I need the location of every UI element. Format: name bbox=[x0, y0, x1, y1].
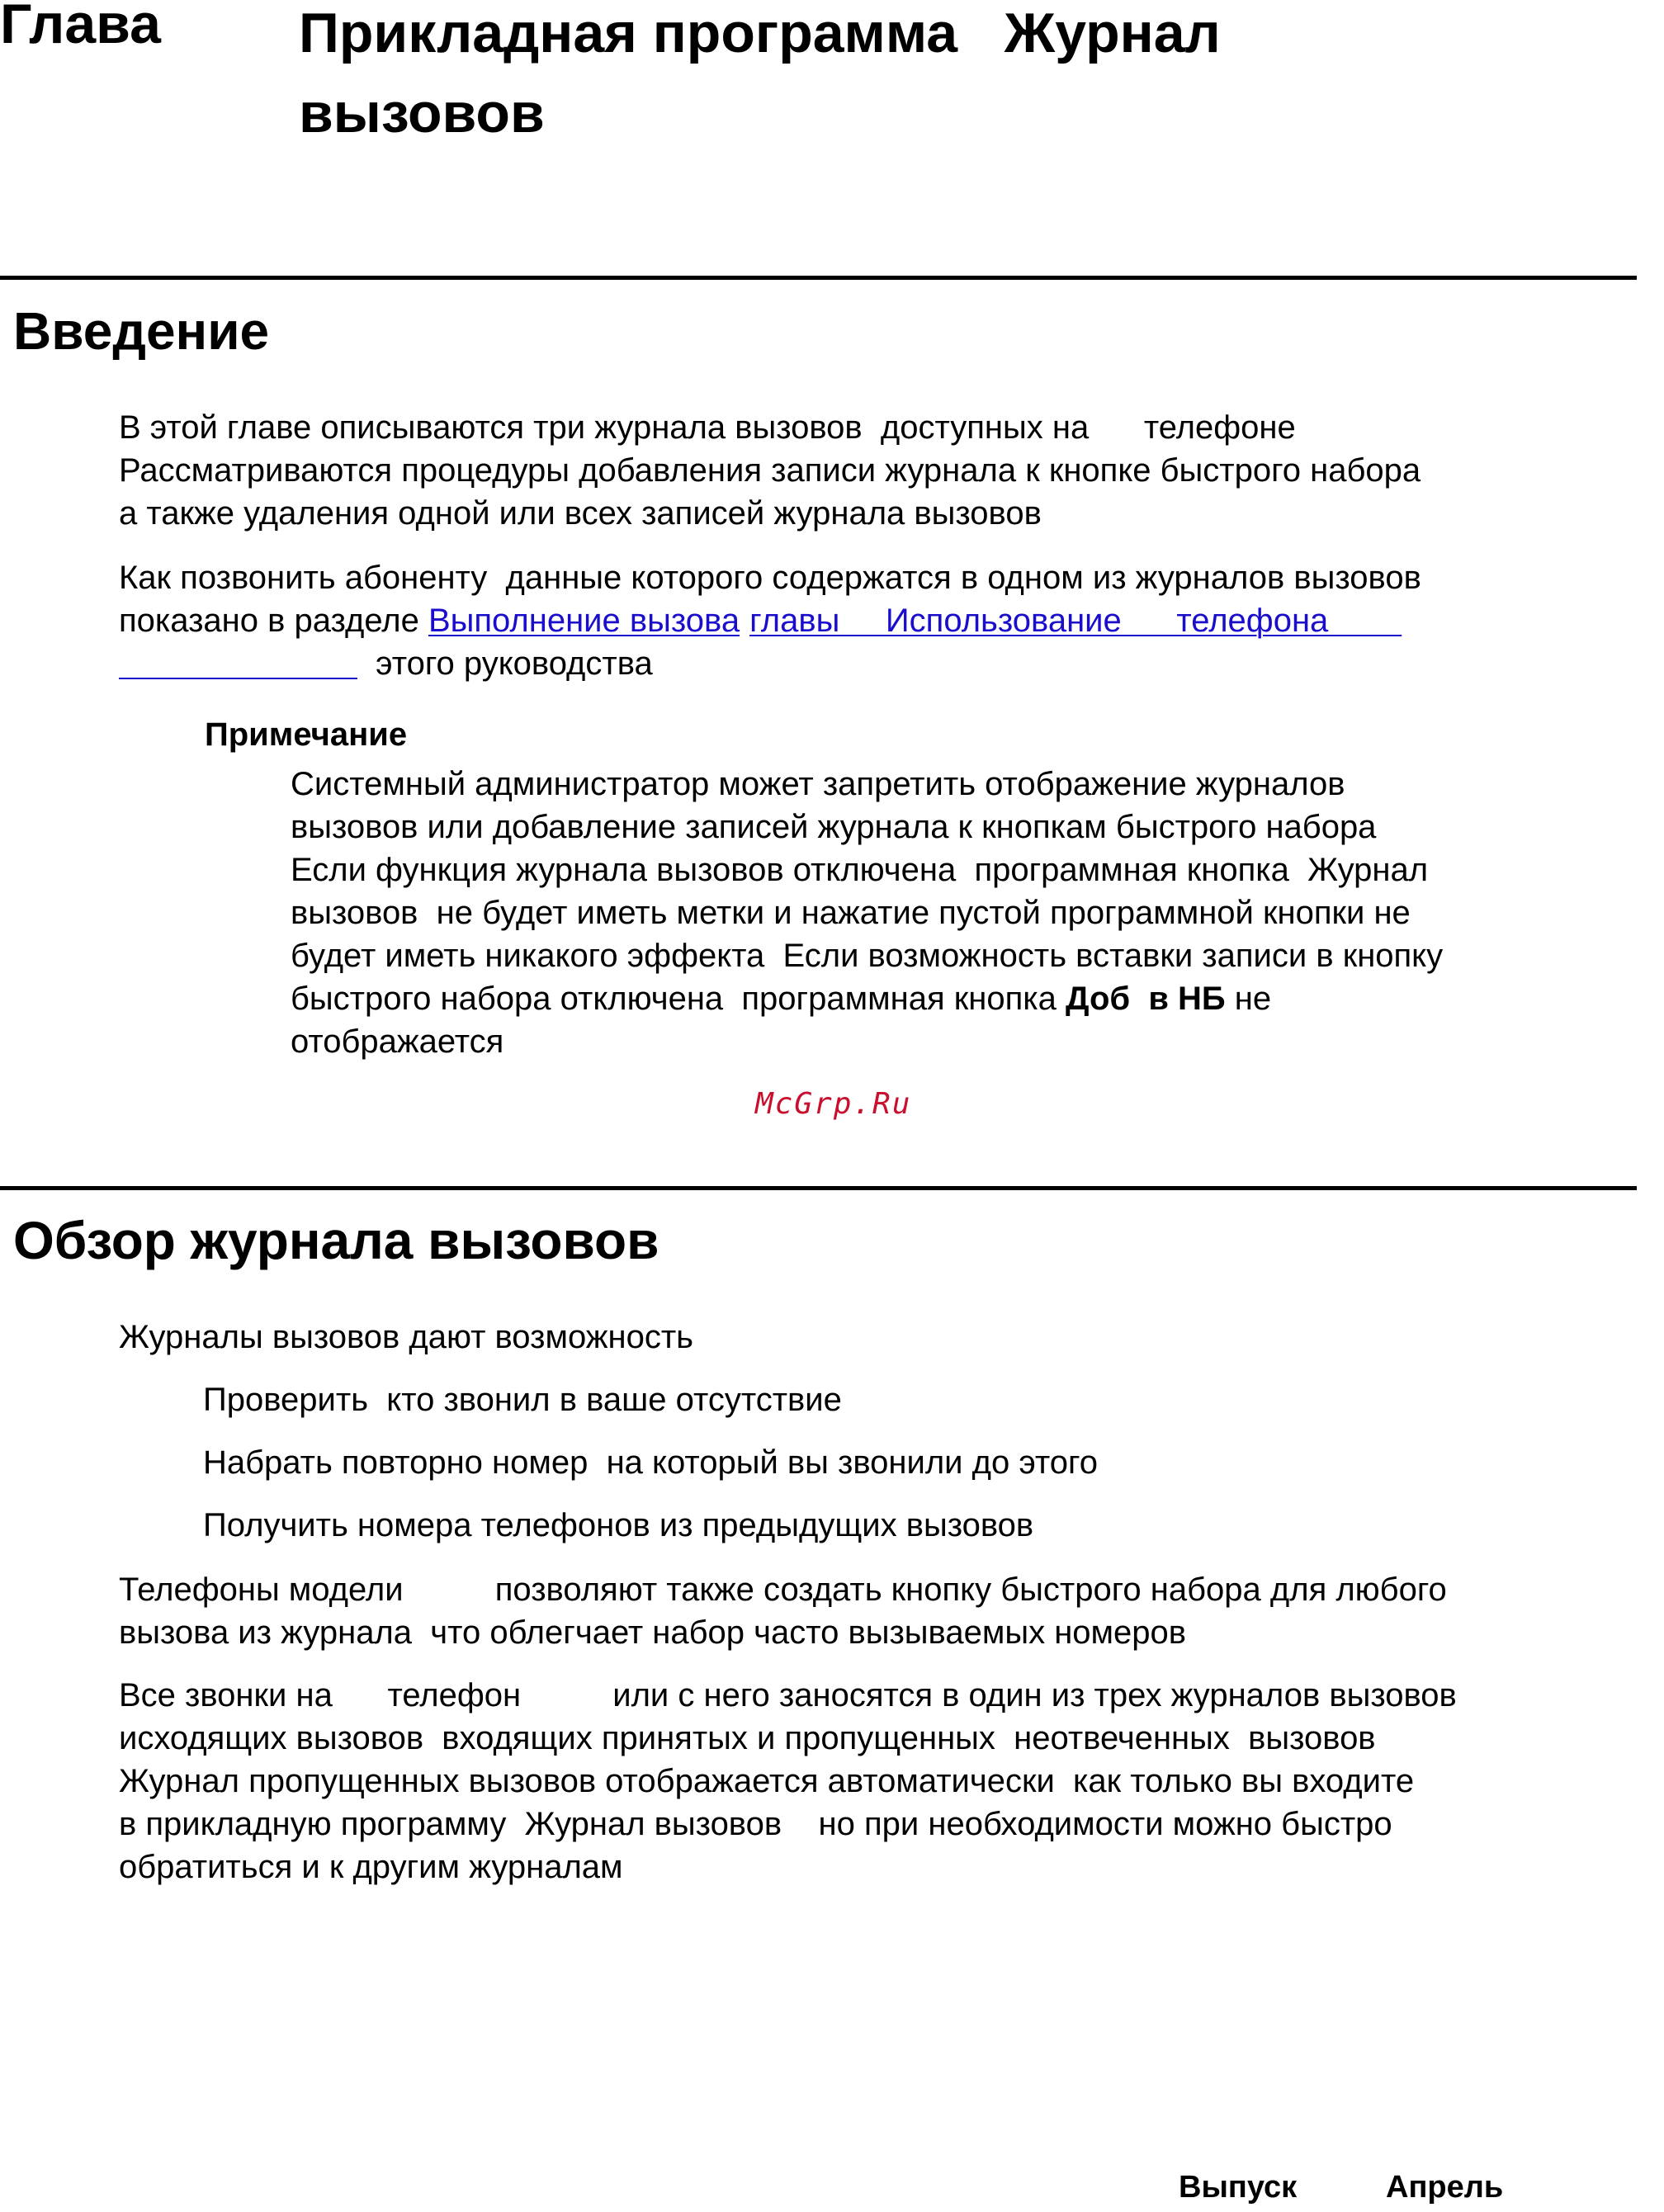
link-chapter-using-phone[interactable]: главы Использование телефона bbox=[749, 603, 1402, 639]
list-item: Проверить кто звонил в ваше отсутствие bbox=[203, 1382, 842, 1418]
chapter-title: Прикладная программа Журнал вызовов bbox=[299, 2, 1221, 144]
footer-release: Выпуск bbox=[1179, 2170, 1298, 2205]
link-chapter-continuation[interactable] bbox=[119, 645, 357, 682]
overview-paragraph-1: Журналы вызовов дают возможность bbox=[119, 1319, 693, 1355]
intro-paragraph-1: В этой главе описываются три журнала вызовов доступных на телефоне Рассматриваются процедуры добавления записи журнала к кнопке быстрого набора а также удаления одной или всех записей журнала вызовов bbox=[119, 409, 1421, 532]
chapter-label: Глава bbox=[0, 0, 161, 55]
note-body-prefix: Системный администратор может запретить отображение журналов вызовов или добавление записей журнала к кнопкам быстрого набора Если функция журнала вызовов отключена программная кнопка Журнал вызовов не будет иметь метки и нажатие пустой программной кнопки не будет иметь никакого эффекта Если возможность вставки записи в кнопку быстрого набора отключена программная кнопка bbox=[291, 766, 1444, 1017]
watermark: McGrp.Ru bbox=[755, 1087, 912, 1121]
list-item: Набрать повторно номер на который вы звонили до этого bbox=[203, 1444, 1098, 1481]
softkey-add-speed-dial: Доб в НБ bbox=[1065, 981, 1226, 1017]
footer-month: Апрель bbox=[1386, 2170, 1504, 2205]
note-label: Примечание bbox=[205, 716, 408, 753]
section-heading-overview: Обзор журнала вызовов bbox=[13, 1211, 659, 1270]
link-make-call[interactable]: Выполнение вызова bbox=[428, 603, 740, 639]
overview-paragraph-3: Все звонки на телефон или с него заносятся в один из трех журналов вызовов исходящих вызовов входящих принятых и пропущенных неотвеченных вызовов Журнал пропущенных вызовов отображается автоматически как только вы входите в прикладную программу Журнал вызовов но при необходимости можно быстро обратиться и к другим журналам bbox=[119, 1677, 1457, 1885]
intro-paragraph-2-prefix: Как позвонить абоненту данные которого содержатся в одном из журналов вызовов показано в разделе bbox=[119, 560, 1421, 639]
section-divider-intro bbox=[0, 276, 1637, 280]
section-divider-overview bbox=[0, 1186, 1637, 1190]
intro-paragraph-2 bbox=[119, 556, 1621, 685]
intro-paragraph-2-suffix: этого руководства bbox=[357, 645, 653, 682]
list-item: Получить номера телефонов из предыдущих вызовов bbox=[203, 1507, 1034, 1543]
section-heading-intro: Введение bbox=[13, 301, 270, 361]
note-body bbox=[291, 763, 1578, 1063]
overview-paragraph-2: Телефоны модели позволяют также создать кнопку быстрого набора для любого вызова из журнала что облегчает набор часто вызываемых номеров bbox=[119, 1572, 1447, 1651]
note-body-suffix: не отображается bbox=[291, 981, 1272, 1060]
